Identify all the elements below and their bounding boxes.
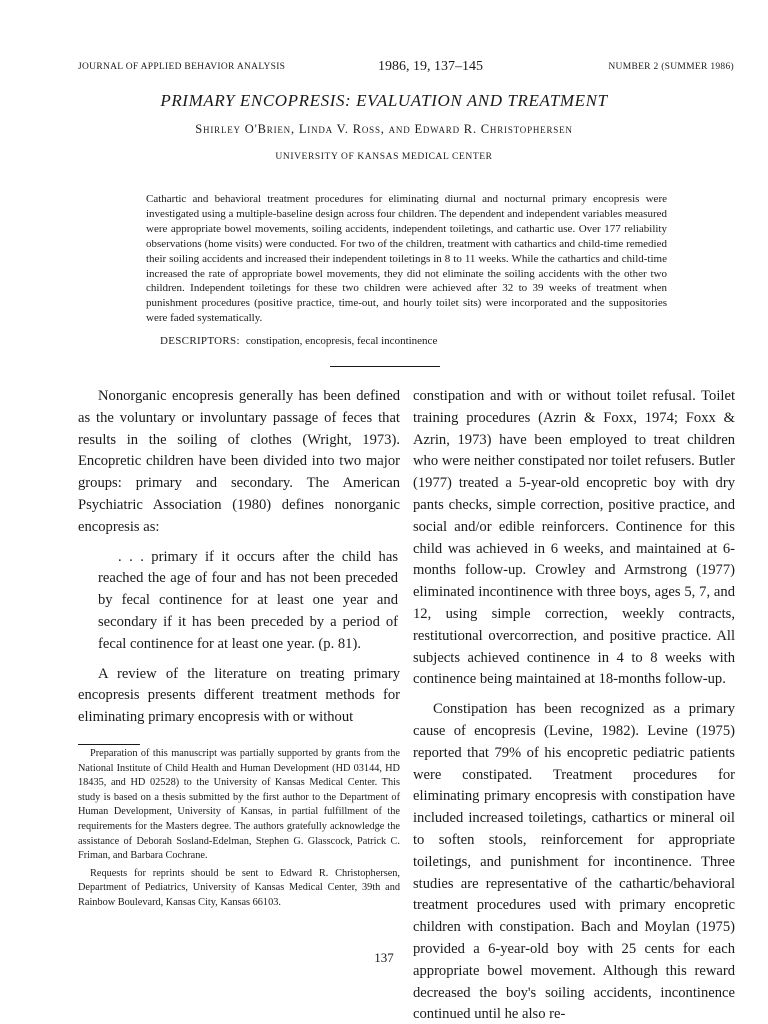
body-paragraph: Nonorganic encopresis generally has been defined as the voluntary or involuntary passage of feces that results in the soiling of clothes (Wright, 1973). Encopretic children have been divided into two major groups: primary and secondary. The American Psychiatric Association (1980) defines nonorganic encopresis as: bbox=[78, 388, 400, 535]
article-authors: Shirley O'Brien, Linda V. Ross, and Edward R. Christophersen bbox=[195, 122, 573, 136]
running-head bbox=[78, 60, 734, 76]
descriptors bbox=[160, 335, 667, 347]
page-number: 137 bbox=[374, 950, 394, 965]
journal-name: JOURNAL OF APPLIED BEHAVIOR ANALYSIS bbox=[78, 62, 286, 72]
footnote-acknowledgment: Preparation of this manuscript was partially supported by grants from the National Institute of Child Health and Human Development (HD 03144, HD 18435, and HD 02528) to the University of Kansas Medical Center. This study is based on a thesis submitted by the first author to the Department of Human Development, University of Kansas, in partial fulfillment of the requirements for the Masters degree. The authors gratefully acknowledge the assistance of Deborah Sosland-Edelman, Stephen G. Glasscock, Patrick C. Friman, and Barbara Cochrane. bbox=[78, 748, 400, 862]
footnotes bbox=[78, 744, 400, 911]
author-affiliation: UNIVERSITY OF KANSAS MEDICAL CENTER bbox=[275, 152, 493, 162]
abstract: Cathartic and behavioral treatment procedures for eliminating diurnal and nocturnal primary encopresis were investigated using a multiple-baseline design across four children. The dependent and independent variables measured were appropriate bowel movements, soiling accidents, independent toiletings, and cathartic use. Over 177 reliability observations (home visits) were conducted. For two of the children, treatment with cathartics and child-time remedied their soiling accidents and increased their independent toiletings in 8 to 11 weeks. While the cathartics and child-time increased the rate of appropriate bowel movements, they did not eliminate the soiling accidents with the other two children. Independent toiletings for these two children were achieved after 32 to 39 weeks of treatment when punishment procedures (positive practice, time-out, and hourly toilet sits) were incorporated and the suppositories were faded systematically. bbox=[146, 193, 667, 325]
issue-number: NUMBER 2 (SUMMER 1986) bbox=[608, 62, 734, 72]
footnote-reprints: Requests for reprints should be sent to Edward R. Christophersen, Department of Pediatrics, University of Kansas Medical Center, 39th and Rainbow Boulevard, Kansas City, Kansas 66103. bbox=[78, 867, 400, 908]
left-column bbox=[78, 386, 400, 729]
right-column bbox=[413, 386, 735, 1024]
body-paragraph: Constipation has been recognized as a primary cause of encopresis (Levine, 1982). Levine (1975) reported that 79% of his encopretic pediatric patients were constipated. Treatment procedures for eliminating primary encopresis with constipation have included increased toiletings, cathartics or mineral oil to soften stools, reinforcement for appropriate toiletings, and punishment for incontinence. Three studies are representative of the cathartic/behavioral treatment procedures used with primary encopretic children with constipation. Bach and Moylan (1975) provided a 6-year-old boy with 25 cents for each appropriate bowel movement. Although this reward decreased the boy's soiling accidents, incontinence continued until he also re- bbox=[413, 701, 735, 1023]
section-divider bbox=[330, 366, 440, 367]
body-paragraph: constipation and with or without toilet refusal. Toilet training procedures (Azrin & Foxx, 1974; Foxx & Azrin, 1973) have been employed to treat children who were neither constipated nor toilet refusers. Butler (1977) treated a 5-year-old encopretic boy with dry pants checks, simple correction, positive practice, and social and/or edible reinforcers. Continence for this child was achieved in 6 weeks, and maintained at 6-months follow-up. Crowley and Armstrong (1977) eliminated incontinence with three boys, ages 5, 7, and 12, using simple correction, weekly contracts, restitutional overcorrection, and positive practice. All subjects achieved continence in 4 to 8 weeks with continence being maintained at 18-months follow-up. bbox=[413, 388, 735, 688]
descriptors-label: DESCRIPTORS: bbox=[160, 335, 240, 347]
block-quote: . . . primary if it occurs after the child has reached the age of four and has not been preceded by fecal continence for at least one year and secondary if it has been preceded by a period of fecal continence for at least one year. (p. 81). bbox=[98, 548, 398, 652]
article-title: PRIMARY ENCOPRESIS: EVALUATION AND TREATMENT bbox=[160, 91, 608, 110]
citation: 1986, 19, 137–145 bbox=[378, 59, 483, 74]
body-paragraph: A review of the literature on treating primary encopresis presents different treatment methods for eliminating primary encopresis with or without bbox=[78, 665, 400, 726]
descriptors-list: constipation, encopresis, fecal incontinence bbox=[245, 335, 438, 347]
